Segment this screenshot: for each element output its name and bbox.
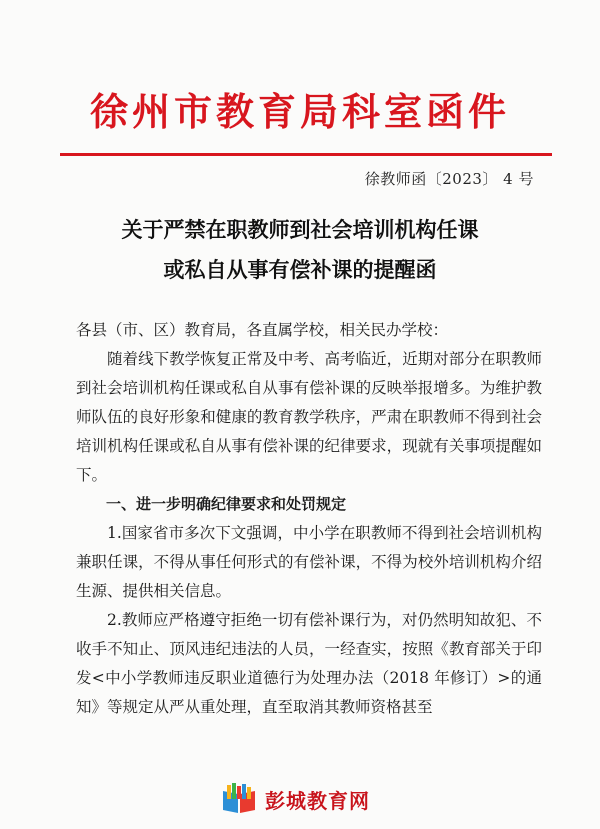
document-title-line-1: 关于严禁在职教师到社会培训机构任课 xyxy=(121,217,479,242)
logo-text: 彭城教育网 xyxy=(265,788,370,813)
intro-paragraph: 随着线下教学恢复正常及中考、高考临近，近期对部分在职教师到社会培训机构任课或私自从事有偿补课的反映举报增多。为维护教师队伍的良好形象和健康的教育教学秩序，严肃在职教师不得到社会培训机构任课或私自从事有偿补课的纪律要求，现就有关事项提醒如下。 xyxy=(76,350,542,484)
document-number: 徐教师函〔2023〕 4 号 xyxy=(364,170,534,188)
book-logo-icon xyxy=(219,783,259,815)
item-paragraph-1: 1.国家省市多次下文强调，中小学在职教师不得到社会培训机构兼职任课，不得从事任何形式的有偿补课，不得为校外培训机构介绍生源、提供相关信息。 xyxy=(76,524,542,600)
document-title-line-2: 或私自从事有偿补课的提醒函 xyxy=(163,257,437,282)
header-red-rule xyxy=(60,153,552,156)
site-logo[interactable] xyxy=(219,781,370,817)
agency-header-title: 徐州市教育局科室函件 xyxy=(89,89,510,134)
section-heading-1: 一、进一步明确纪律要求和处罚规定 xyxy=(106,495,347,513)
salutation: 各县（市、区）教育局，各直属学校，相关民办学校： xyxy=(76,321,449,339)
document-body xyxy=(76,316,542,722)
document-title xyxy=(40,210,560,290)
item-paragraph-2: 2.教师应严格遵守拒绝一切有偿补课行为，对仍然明知故犯、不收手不知止、顶风违纪违法的人员，一经查实，按照《教育部关于印发<中小学教师违反职业道德行为处理办法（2018 年修订）>的通知》等规定从严从重处理，直至取消其教师资格甚至 xyxy=(76,611,542,716)
